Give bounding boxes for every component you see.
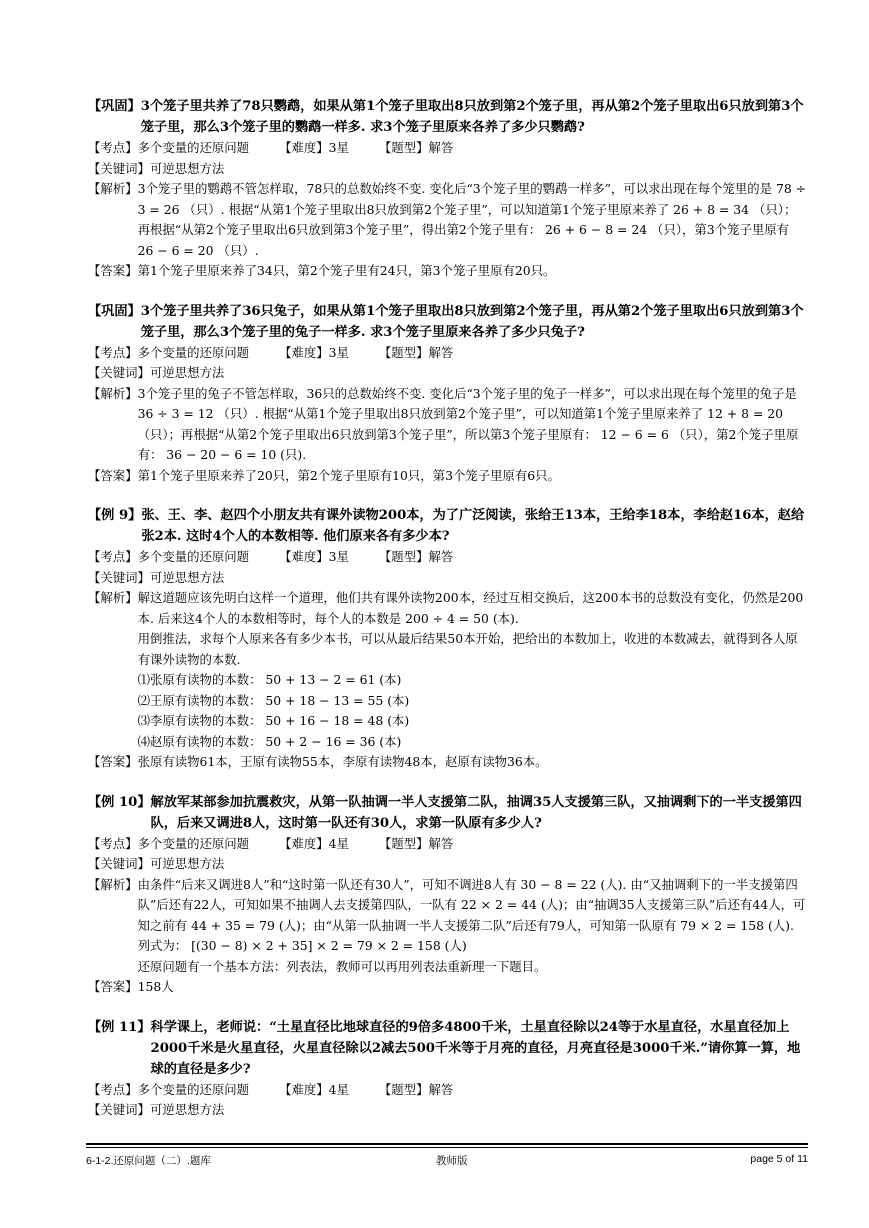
kaodian-label: 【考点】 [88, 835, 138, 851]
tixing-value: 解答 [428, 835, 454, 851]
question-text: 解放军某部参加抗震救灾，从第一队抽调一半人支援第二队，抽调35人支援第三队，又抽调剩下的一半支援第四队，后来又调进8人，这时第一队还有30人，求第一队原有多少人? [150, 794, 802, 831]
analysis-line: 解这道题应该先明白这样一个道理，他们共有课外读物200本，经过互相交换后，这200本书的总数没有变化，仍然是200本. 后来这4个人的本数相等时，每个人的本数是 200 ÷ 4 = 50 (本). [137, 590, 804, 626]
keyword-value: 可逆思想方法 [149, 160, 225, 176]
answer-label: 【答案】 [88, 754, 138, 769]
question-text: 3个笼子里共养了36只兔子，如果从第1个笼子里取出8只放到第2个笼子里，再从第2个笼子里取出6只放到第3个笼子里，那么3个笼子里的兔子一样多. 求3个笼子里原来各养了多少只兔子? [140, 303, 804, 340]
analysis-line: ⑵王原有读物的本数： 50 + 18 − 13 = 55 (本) [137, 692, 410, 708]
answer-label: 【答案】 [88, 467, 138, 483]
question [88, 301, 808, 343]
question-text: 科学课上，老师说：“土星直径比地球直径的9倍多4800千米，土星直径除以24等于水星直径，水星直径加上2000千米是火星直径，火星直径除以2减去500千米等于月亮的直径，月亮直径是3000千米.”请你算一算，地球的直径是多少? [150, 1019, 801, 1077]
tixing-label: 【题型】 [378, 549, 429, 564]
keyword-label: 【关键词】 [88, 569, 150, 585]
answer-row [88, 977, 808, 998]
keyword-row [88, 159, 808, 180]
nandu-label: 【难度】 [279, 140, 329, 155]
analysis-row [88, 875, 808, 978]
answer-text: 第1个笼子里原来养了20只，第2个笼子里原有10只，第3个笼子里原有6只。 [137, 467, 560, 483]
problem-label: 【巩固】 [88, 99, 141, 114]
analysis-label: 【解析】 [88, 181, 138, 196]
meta-row [88, 343, 808, 364]
analysis-row [88, 179, 808, 261]
tixing-value: 解答 [428, 1081, 454, 1097]
nandu-label: 【难度】 [279, 344, 329, 360]
footer-edition: 教师版 [436, 1155, 468, 1167]
analysis-line: 列式为： [(30 − 8) × 2 + 35] × 2 = 79 × 2 = 158 (人) [137, 938, 467, 953]
kaodian-value: 多个变量的还原问题 [137, 140, 250, 155]
analysis-line: 3个笼子里的鹦鹉不管怎样取，78只的总数始终不变. 变化后“3个笼子里的鹦鹉一样多”，可以求出现在每个笼里的是 78 ÷ 3 = 26 （只）. 根据“从第1个笼子里取出8只放到第2个笼子里”，可以知道第1个笼子里原来养了 26 + 8 = 34 （只）；再根据“从第2个笼子里取出6只放到第3个笼子里”，得出第2个笼子里有： 26 + 6 − 8 = 24 （只），第3个笼子里原有 26 − 6 = 20 （只）. [137, 181, 807, 258]
answer-row [88, 261, 808, 282]
analysis-line: 3个笼子里的兔子不管怎样取，36只的总数始终不变. 变化后“3个笼子里的兔子一样多”，可以求出现在每个笼里的兔子是 36 ÷ 3 = 12 （只）. 根据“从第1个笼子里取出8只放到第2个笼子里”，可以知道第1个笼子里原来养了 12 + 8 = 20 （只）；再根据“从第2个笼子里取出6只放到第3个笼子里”，所以第3个笼子里原有： 12 − 6 = 6 （只），第2个笼子里原有： 36 − 20 − 6 = 10 (只). [137, 385, 799, 462]
answer-text: 158人 [137, 979, 174, 994]
answer-row [88, 466, 808, 487]
kaodian-value: 多个变量的还原问题 [137, 1081, 250, 1097]
analysis-text [138, 384, 808, 466]
problem-block [88, 505, 808, 773]
question [88, 1017, 808, 1080]
tixing-label: 【题型】 [378, 835, 429, 851]
nandu-label: 【难度】 [279, 549, 329, 564]
analysis-label: 【解析】 [88, 590, 138, 605]
meta-row [88, 547, 808, 568]
nandu-value: 4星 [328, 1081, 349, 1097]
kaodian-label: 【考点】 [88, 1081, 138, 1097]
document-body [88, 96, 808, 1140]
answer-row [88, 752, 808, 773]
analysis-text [138, 875, 808, 978]
analysis-text [138, 179, 808, 261]
problem-label: 【例 10】 [88, 794, 151, 810]
analysis-line: ⑴张原有读物的本数： 50 + 13 − 2 = 61 (本) [137, 672, 402, 687]
keyword-value: 可逆思想方法 [149, 569, 225, 585]
tixing-value: 解答 [428, 344, 454, 360]
kaodian-value: 多个变量的还原问题 [137, 344, 250, 360]
tixing-label: 【题型】 [378, 344, 429, 360]
nandu-label: 【难度】 [279, 1081, 329, 1097]
footer-doc-name: 6-1-2.还原问题（二）.题库 [86, 1155, 211, 1167]
analysis-line: 由条件“后来又调进8人”和“这时第一队还有30人”，可知不调进8人有 30 − 8 = 22 (人). 由“又抽调剩下的一半支援第四队”后还有22人，可知如果不抽调人去支援第四队，一队有 22 × 2 = 44 (人)；由“抽调35人支援第三队”后还有44人，可知之前有 44 + 35 = 79 (人)；由“从第一队抽调一半人支援第二队”后还有79人，可知第一队原有 79 × 2 = 158 (人). [137, 876, 806, 933]
answer-text: 张原有读物61本，王原有读物55本，李原有读物48本，赵原有读物36本。 [137, 754, 548, 769]
tixing-label: 【题型】 [378, 140, 429, 155]
kaodian-label: 【考点】 [88, 549, 138, 564]
footer-page-number: page 5 of 11 [750, 1153, 808, 1165]
question [88, 505, 808, 547]
problem-label: 【例 9】 [88, 508, 142, 523]
meta-row [88, 138, 808, 159]
kaodian-label: 【考点】 [88, 344, 138, 360]
problem-label: 【巩固】 [88, 303, 141, 319]
problem-block [88, 96, 808, 282]
answer-label: 【答案】 [88, 263, 138, 278]
meta-row [88, 834, 808, 855]
keyword-row [88, 1100, 808, 1121]
nandu-value: 4星 [328, 835, 349, 851]
nandu-value: 3星 [328, 140, 349, 155]
analysis-row [88, 588, 808, 752]
nandu-label: 【难度】 [279, 835, 329, 851]
tixing-label: 【题型】 [378, 1081, 429, 1097]
kaodian-label: 【考点】 [88, 140, 138, 155]
question-text: 3个笼子里共养了78只鹦鹉，如果从第1个笼子里取出8只放到第2个笼子里，再从第2个笼子里取出6只放到第3个笼子里，那么3个笼子里的鹦鹉一样多. 求3个笼子里原来各养了多少只鹦鹉? [140, 99, 804, 135]
kaodian-value: 多个变量的还原问题 [137, 549, 250, 564]
analysis-text [138, 588, 808, 752]
nandu-value: 3星 [328, 549, 349, 564]
problem-block [88, 792, 808, 998]
analysis-line: ⑶李原有读物的本数： 50 + 16 − 18 = 48 (本) [137, 713, 410, 728]
keyword-label: 【关键词】 [88, 856, 150, 871]
keyword-label: 【关键词】 [88, 1102, 150, 1117]
problem-label: 【例 11】 [88, 1019, 151, 1035]
analysis-line: 还原问题有一个基本方法：列表法，教师可以再用列表法重新理一下题目。 [137, 958, 547, 974]
meta-row [88, 1080, 808, 1101]
keyword-row [88, 568, 808, 589]
kaodian-value: 多个变量的还原问题 [137, 835, 250, 851]
keyword-value: 可逆思想方法 [149, 1102, 225, 1117]
problem-block [88, 1017, 808, 1121]
tixing-value: 解答 [428, 549, 454, 564]
analysis-row [88, 384, 808, 466]
question-text: 张、王、李、赵四个小朋友共有课外读物200本，为了广泛阅读，张给王13本，王给李18本，李给赵16本，赵给张2本. 这时4个人的本数相等. 他们原来各有多少本? [141, 508, 805, 544]
question [88, 96, 808, 138]
analysis-line: ⑷赵原有读物的本数： 50 + 2 − 16 = 36 (本) [137, 733, 402, 749]
keyword-row [88, 363, 808, 384]
nandu-value: 3星 [328, 344, 349, 360]
keyword-value: 可逆思想方法 [149, 856, 225, 871]
question [88, 792, 808, 834]
keyword-row [88, 854, 808, 875]
analysis-label: 【解析】 [88, 876, 138, 892]
analysis-label: 【解析】 [88, 385, 138, 401]
page-footer [86, 1153, 808, 1169]
answer-text: 第1个笼子里原来养了34只，第2个笼子里有24只，第3个笼子里原有20只。 [137, 263, 556, 278]
footer-rule [86, 1143, 808, 1148]
keyword-value: 可逆思想方法 [149, 365, 225, 380]
problem-block [88, 301, 808, 487]
analysis-line: 用倒推法，求每个人原来各有多少本书，可以从最后结果50本开始，把给出的本数加上，收进的本数减去，就得到各人原有课外读物的本数. [137, 631, 798, 667]
keyword-label: 【关键词】 [88, 160, 150, 176]
tixing-value: 解答 [428, 140, 454, 155]
answer-label: 【答案】 [88, 979, 138, 994]
keyword-label: 【关键词】 [88, 365, 150, 380]
